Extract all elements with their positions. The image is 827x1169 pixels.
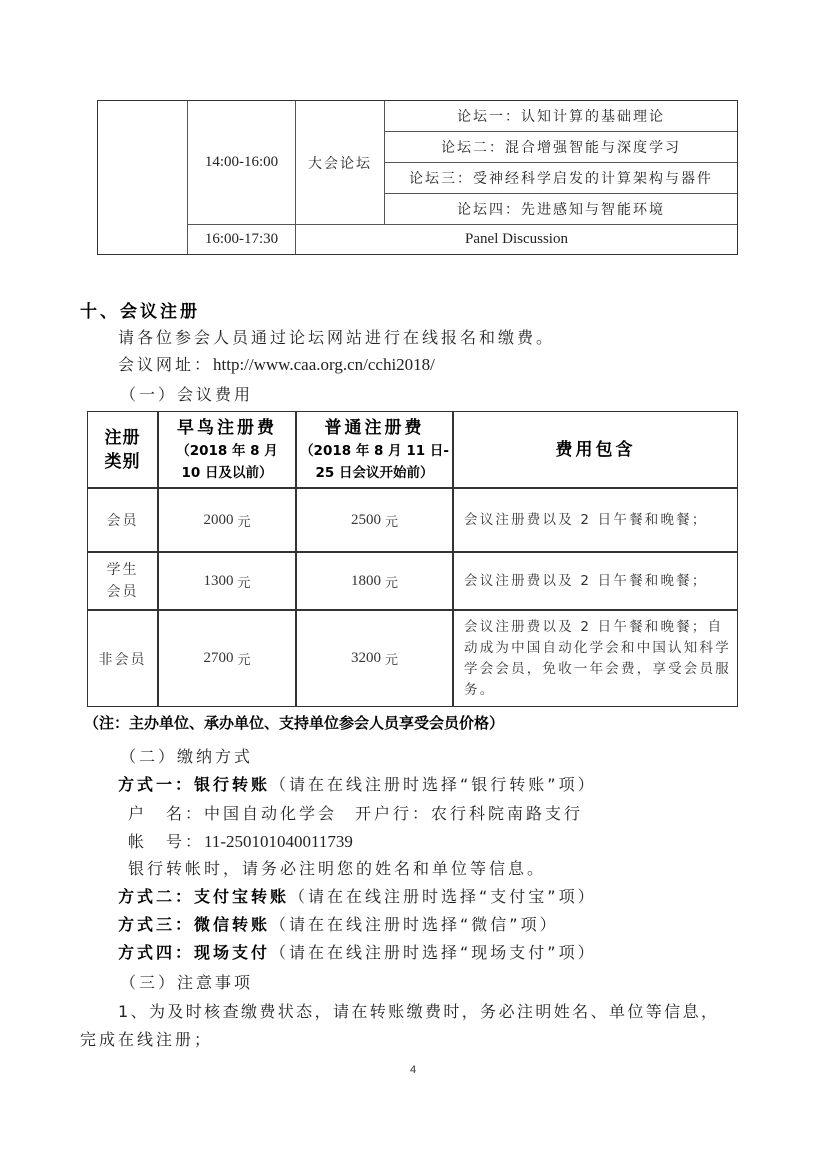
website-link[interactable]: http://www.caa.org.cn/cchi2018/ bbox=[213, 355, 435, 374]
account-name: 中国自动化学会 bbox=[204, 804, 338, 823]
fees-heading: （一）会议费用 bbox=[120, 385, 254, 404]
transfer-note: 银行转帐时，请务必注明您的姓名和单位等信息。 bbox=[128, 859, 547, 878]
category-cell: 非会员 bbox=[98, 651, 147, 668]
payment-method-2 bbox=[118, 884, 597, 907]
header-includes bbox=[454, 412, 737, 487]
method-detail: （请在在线注册时选择“现场支付”项） bbox=[270, 943, 597, 962]
bank-label: 开户行： bbox=[355, 804, 432, 823]
method-label: 方式三：微信转账 bbox=[118, 915, 271, 934]
payment-method-1 bbox=[118, 772, 597, 795]
header-normal-line2: 25 日会议开始前） bbox=[315, 464, 434, 481]
session-cell: Panel Discussion bbox=[465, 231, 568, 247]
normal-fee-cell bbox=[297, 489, 452, 551]
currency-unit: 元 bbox=[237, 653, 251, 668]
early-fee-value: 2000 bbox=[203, 511, 234, 528]
header-includes-title: 费用包含 bbox=[555, 439, 636, 460]
notes-heading: （三）注意事项 bbox=[120, 973, 254, 992]
payment-method-4 bbox=[118, 940, 597, 963]
normal-fee-cell bbox=[297, 553, 452, 609]
currency-unit: 元 bbox=[384, 653, 398, 668]
session-cell: 大会论坛 bbox=[308, 155, 372, 172]
forum-cell: 论坛四：先进感知与智能环境 bbox=[457, 202, 665, 218]
time-cell: 14:00-16:00 bbox=[204, 154, 279, 170]
category-line2: 会员 bbox=[106, 584, 139, 600]
forum-cell: 论坛三：受神经科学启发的计算架构与器件 bbox=[409, 171, 713, 187]
early-fee-cell bbox=[159, 489, 295, 551]
normal-fee-value: 2500 bbox=[350, 511, 381, 528]
header-category bbox=[88, 412, 157, 487]
account-number-label: 帐 号： bbox=[128, 832, 205, 851]
payment-heading: （二）缴纳方式 bbox=[120, 747, 254, 766]
normal-fee-value: 3200 bbox=[350, 650, 381, 666]
early-fee-value: 1300 bbox=[203, 572, 234, 589]
category-cell bbox=[88, 553, 157, 609]
method-label: 方式一：银行转账 bbox=[118, 775, 271, 794]
currency-unit: 元 bbox=[237, 575, 251, 591]
header-normal bbox=[297, 412, 452, 487]
header-category-line2: 类别 bbox=[104, 451, 141, 472]
method-label: 方式二：支付宝转账 bbox=[118, 887, 290, 906]
website-line bbox=[118, 352, 435, 375]
method-detail: （请在在线注册时选择“银行转账”项） bbox=[270, 775, 597, 794]
includes-cell: 会议注册费以及 2 日午餐和晚餐； bbox=[464, 511, 708, 528]
time-cell: 16:00-17:30 bbox=[204, 231, 279, 247]
normal-fee-value: 1800 bbox=[350, 572, 381, 589]
includes-cell: 会议注册费以及 2 日午餐和晚餐；自动成为中国自动化学会和中国认知科学学会会员，免收一年会费，享受会员服务。 bbox=[464, 618, 731, 698]
category-line1: 学生 bbox=[106, 562, 139, 578]
intro-text: 请各位参会人员通过论坛网站进行在线报名和缴费。 bbox=[118, 328, 556, 347]
forum-cell: 论坛一：认知计算的基础理论 bbox=[457, 109, 665, 125]
includes-cell: 会议注册费以及 2 日午餐和晚餐； bbox=[464, 572, 708, 589]
category-cell: 会员 bbox=[106, 513, 139, 529]
currency-unit: 元 bbox=[237, 514, 251, 530]
account-number: 11-250101040011739 bbox=[204, 832, 353, 851]
header-category-line1: 注册 bbox=[104, 427, 141, 448]
header-early-line2: 10 日及以前） bbox=[181, 464, 273, 481]
account-name-label: 户 名： bbox=[128, 804, 205, 823]
header-early-line1: （2018 年 8 月 bbox=[176, 442, 278, 459]
header-early-bird bbox=[159, 412, 295, 487]
fee-table bbox=[87, 411, 738, 707]
section-title: 十、会议注册 bbox=[80, 302, 200, 322]
method-detail: （请在在线注册时选择“支付宝”项） bbox=[289, 887, 597, 906]
header-normal-line1: （2018 年 8 月 11 日- bbox=[300, 442, 449, 459]
fee-note: （注：主办单位、承办单位、支持单位参会人员享受会员价格） bbox=[84, 714, 505, 732]
schedule-table bbox=[97, 100, 738, 255]
currency-unit: 元 bbox=[384, 575, 398, 591]
early-fee-value: 2700 bbox=[203, 650, 234, 666]
website-label: 会议网址： bbox=[118, 355, 214, 374]
note-item-1-continued: 完成在线注册； bbox=[80, 1030, 214, 1049]
note-item-1: 1、为及时核查缴费状态，请在转账缴费时，务必注明姓名、单位等信息， bbox=[118, 1002, 720, 1021]
header-normal-title: 普通注册费 bbox=[324, 417, 425, 438]
payment-method-3 bbox=[118, 912, 559, 935]
account-number-line bbox=[128, 829, 353, 852]
header-early-title: 早鸟注册费 bbox=[177, 417, 277, 438]
early-fee-cell bbox=[159, 553, 295, 609]
forum-cell: 论坛二：混合增强智能与深度学习 bbox=[441, 140, 681, 156]
account-name-line bbox=[128, 801, 583, 824]
normal-fee-cell bbox=[297, 611, 452, 706]
page-number: 4 bbox=[410, 1064, 417, 1076]
method-label: 方式四：现场支付 bbox=[118, 943, 271, 962]
bank-name: 农行科院南路支行 bbox=[431, 804, 584, 823]
early-fee-cell bbox=[159, 611, 295, 706]
currency-unit: 元 bbox=[384, 514, 398, 530]
method-detail: （请在在线注册时选择“微信”项） bbox=[270, 915, 559, 934]
